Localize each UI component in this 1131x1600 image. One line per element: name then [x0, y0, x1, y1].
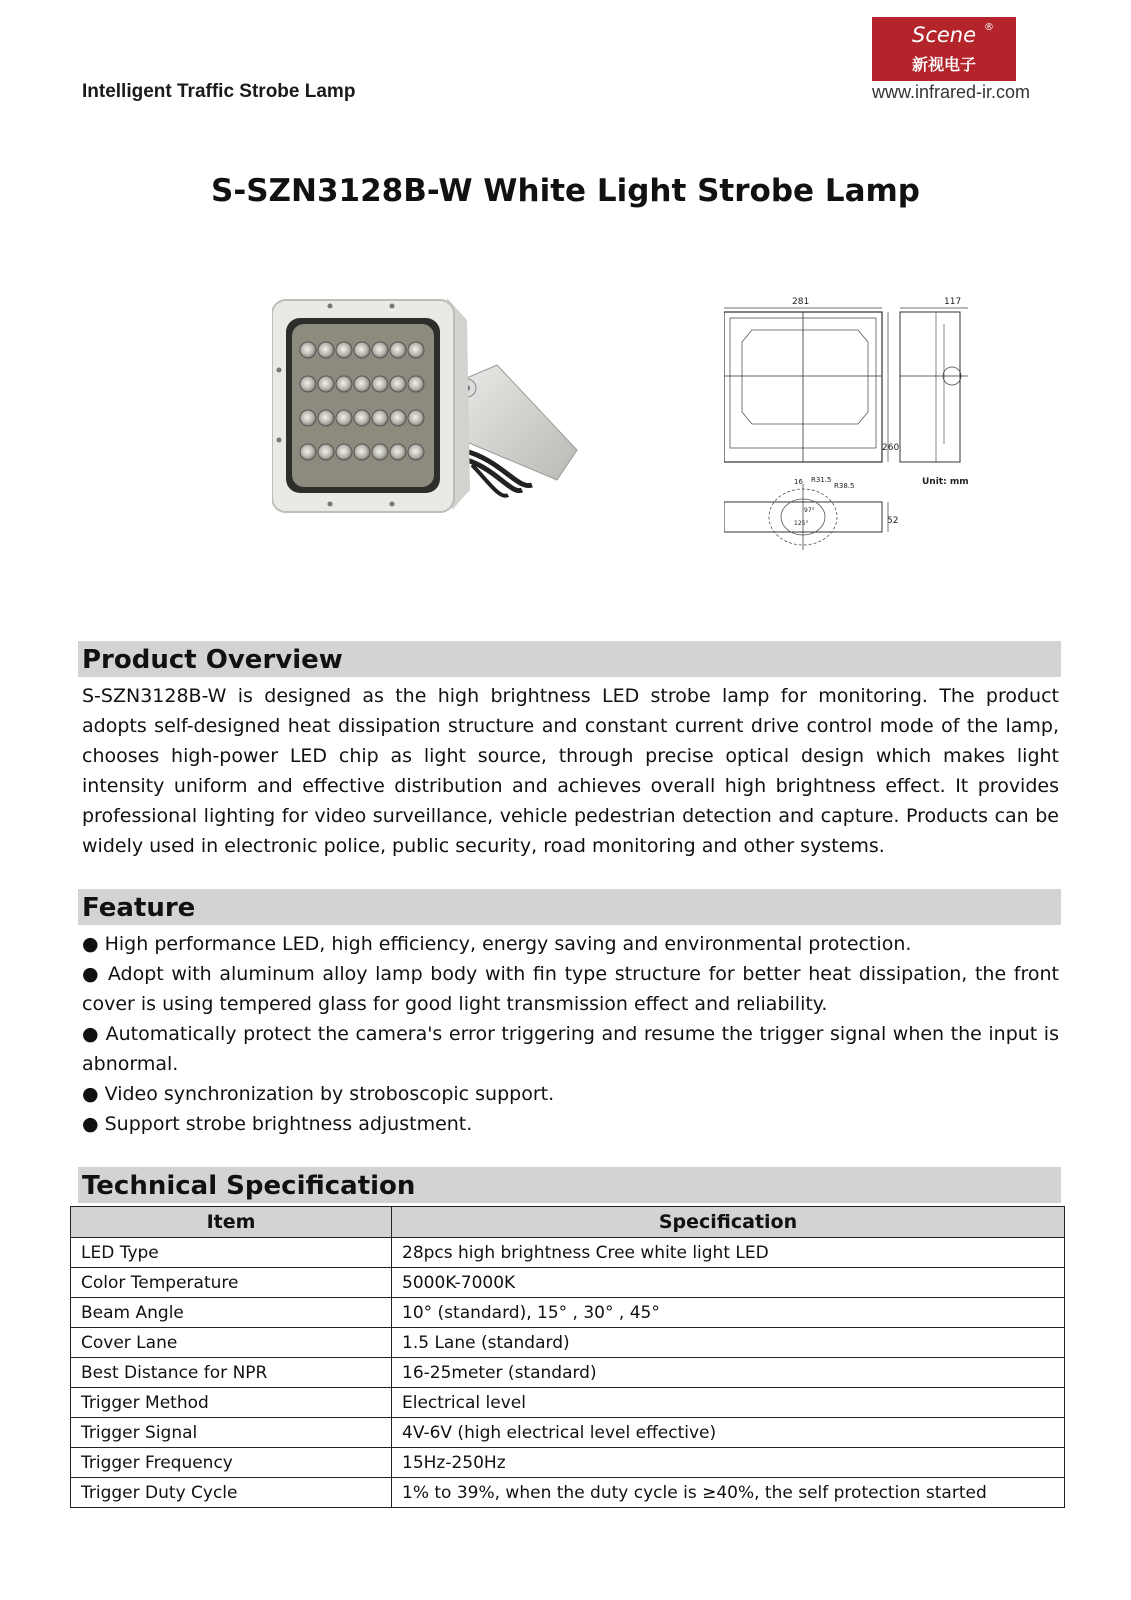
dim-16-label: 16	[794, 478, 803, 486]
spec-item: LED Type	[71, 1238, 392, 1268]
table-row	[71, 1238, 1065, 1268]
spec-value: 10° (standard), 15° , 30° , 45°	[392, 1298, 1065, 1328]
spec-item: Best Distance for NPR	[71, 1358, 392, 1388]
spec-item: Color Temperature	[71, 1268, 392, 1298]
unit-label: Unit: mm	[922, 477, 969, 487]
product-photo	[272, 290, 592, 530]
table-row	[71, 1268, 1065, 1298]
feature-section-bar	[78, 889, 1061, 925]
spec-item: Beam Angle	[71, 1298, 392, 1328]
spec-value: 1.5 Lane (standard)	[392, 1328, 1065, 1358]
feature-list	[82, 929, 1059, 1139]
spec-value: 28pcs high brightness Cree white light LED	[392, 1238, 1065, 1268]
website-link[interactable]: www.infrared-ir.com	[872, 82, 1031, 102]
overview-heading: Product Overview	[82, 645, 343, 675]
dimension-drawing	[724, 294, 1014, 554]
dim-width-label: 281	[792, 297, 810, 307]
brand-logo	[872, 17, 1016, 81]
table-row	[71, 1478, 1065, 1508]
spec-col-spec: Specification	[392, 1207, 1065, 1238]
dim-depth-label: 117	[944, 297, 962, 307]
dim-bracket-label: 52	[887, 516, 899, 526]
page-title: S-SZN3128B-W White Light Strobe Lamp	[211, 173, 920, 209]
spec-item: Trigger Duty Cycle	[71, 1478, 392, 1508]
table-row	[71, 1328, 1065, 1358]
dim-height-label: 260	[882, 443, 900, 453]
logo-chinese-text: 新视电子	[911, 55, 976, 74]
spec-value: Electrical level	[392, 1388, 1065, 1418]
spec-item: Trigger Signal	[71, 1418, 392, 1448]
spec-value: 15Hz-250Hz	[392, 1448, 1065, 1478]
feature-heading: Feature	[82, 893, 196, 923]
spec-item: Trigger Frequency	[71, 1448, 392, 1478]
spec-heading: Technical Specification	[82, 1171, 416, 1201]
spec-item: Cover Lane	[71, 1328, 392, 1358]
spec-value: 1% to 39%, when the duty cycle is ≥40%, the self protection started	[392, 1478, 1065, 1508]
spec-col-item: Item	[71, 1207, 392, 1238]
feature-item: ● Adopt with aluminum alloy lamp body with fin type structure for better heat dissipation, the front cover is using tempered glass for good light transmission effect and reliability.	[82, 963, 1059, 1015]
spec-value: 4V-6V (high electrical level effective)	[392, 1418, 1065, 1448]
spec-header-row	[71, 1207, 1065, 1238]
logo-registered-mark: ®	[984, 22, 994, 33]
feature-item: ● Automatically protect the camera's error triggering and resume the trigger signal when the input is abnormal.	[82, 1023, 1059, 1075]
table-row	[71, 1448, 1065, 1478]
logo-brand-text: Scene	[911, 23, 977, 47]
dim-angle2-label: 125°	[794, 520, 809, 527]
table-row	[71, 1298, 1065, 1328]
feature-item: ● Support strobe brightness adjustment.	[82, 1113, 473, 1135]
table-row	[71, 1388, 1065, 1418]
dim-r1-label: R31.5	[811, 476, 832, 484]
overview-text: S-SZN3128B-W is designed as the high brightness LED strobe lamp for monitoring. The product adopts self-designed heat dissipation structure and constant current drive control mode of the lamp, chooses high-power LED chip as light source, through precise optical design which makes light intensity uniform and effective distribution and achieves overall high brightness effect. It provides professional lighting for video surveillance, vehicle pedestrian detection and capture. Products can be widely used in electronic police, public security, road monitoring and other systems.	[82, 685, 1059, 857]
feature-item: ● High performance LED, high efficiency, energy saving and environmental protection.	[82, 933, 912, 955]
spec-value: 16-25meter (standard)	[392, 1358, 1065, 1388]
dim-angle-label: 97°	[804, 507, 815, 514]
spec-value: 5000K-7000K	[392, 1268, 1065, 1298]
dim-r2-label: R38.5	[834, 482, 855, 490]
spec-table	[70, 1206, 1065, 1508]
table-row	[71, 1358, 1065, 1388]
spec-item: Trigger Method	[71, 1388, 392, 1418]
document-category: Intelligent Traffic Strobe Lamp	[82, 81, 356, 102]
table-row	[71, 1418, 1065, 1448]
feature-item: ● Video synchronization by stroboscopic support.	[82, 1083, 555, 1105]
